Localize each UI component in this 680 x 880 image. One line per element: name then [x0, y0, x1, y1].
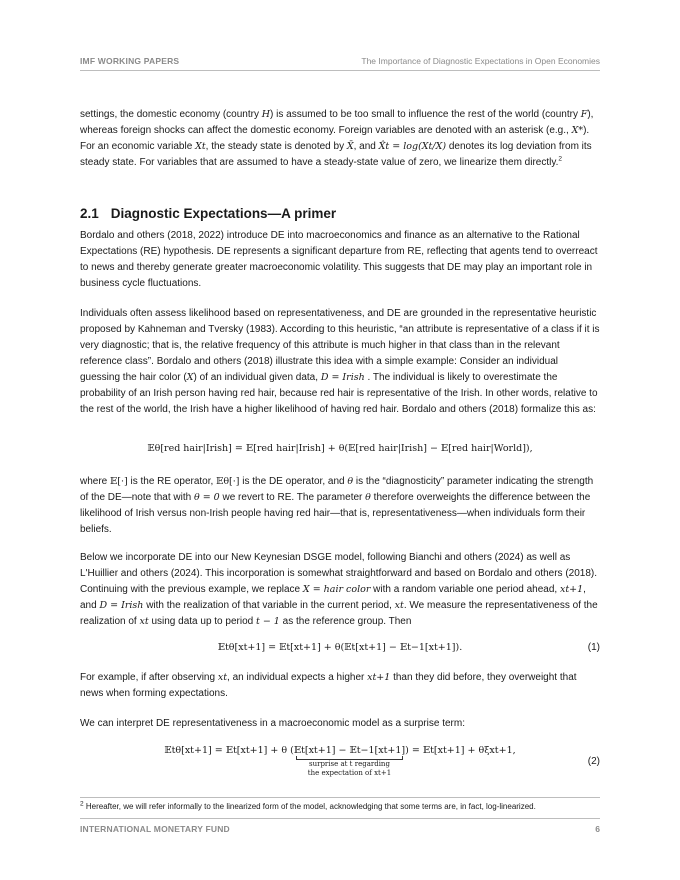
paragraph-surprise: We can interpret DE representativeness in a macroeconomic model as a surprise term: — [80, 718, 465, 729]
paragraph-operators: where 𝔼[·] is the RE operator, 𝔼θ[·] is the DE operator, and θ is the “diagnosticity” parameter indicating the strength of the DE—note that with θ = 0 we revert to RE. The parameter θ therefore overweights the difference between the likelihood of Irish versus non-Irish people having red hair—that is, representativeness—when individuals form their beliefs. — [80, 476, 594, 535]
paragraph-example: For example, if after observing xt, an individual expects a higher xt+1 than they did before, they overweight that news when forming expectations. — [80, 672, 577, 699]
paragraph-dsge: Below we incorporate DE into our New Keynesian DSGE model, following Bianchi and others (2024) as well as L'Huillier and others (2024). This incorporation is somewhat straightforward and based on Bordalo and others (2018). Continuing with the previous example, we replace X = hair color with a random variable one period ahead, xt+1, and D = Irish with the realization of that variable in the current period, xt. We measure the representativeness of the realization of xt using data up to period t − 1 as the reference group. Then — [80, 552, 598, 627]
running-header-left: IMF WORKING PAPERS — [80, 56, 180, 66]
footer-divider — [80, 818, 600, 819]
equation-1: 𝔼tθ[xt+1] = 𝔼t[xt+1] + θ(𝔼t[xt+1] − 𝔼t−1[xt+1]). — [217, 642, 463, 653]
surprise-underbrace: 𝔼t[xt+1] − 𝔼t−1[xt+1] surprise at t regarding the expectation of xt+1 — [293, 745, 406, 777]
section-heading: 2.1 Diagnostic Expectations—A primer — [80, 206, 337, 221]
running-header-title: The Importance of Diagnostic Expectations in Open Economies — [361, 56, 600, 66]
footer-publisher: INTERNATIONAL MONETARY FUND — [80, 824, 230, 834]
paragraph-open-economy: settings, the domestic economy (country H) is assumed to be too small to influence the rest of the world (country F), whereas foreign shocks can affect the domestic economy. Foreign variables are denoted with an asterisk (e.g., X*). For an economic variable Xt, the steady state is denoted by X̄, and X̂t = log(Xt/X) denotes its log deviation from its steady state. For variables that are assumed to have a steady-state value of zero, we linearize them directly.$^2$ — [80, 109, 594, 168]
equation-2-number: (2) — [587, 756, 600, 767]
equation-2: 𝔼tθ[xt+1] = 𝔼t[xt+1] + θ (𝔼t[xt+1] − 𝔼t−1[xt+1] surprise at t regarding the expectation of xt+1 ) = 𝔼t[xt+1] + θξxt+1, — [164, 745, 516, 777]
page-number: 6 — [595, 824, 600, 834]
paragraph-representativeness: Individuals often assess likelihood based on representativeness, and DE are grounded in the representative heuristic proposed by Kahneman and Tversky (1983). According to this heuristic, “an attribute is representative of a class if it is very diagnostic; that is, the relative frequency of this attribute is much higher in that class than in the relevant reference class”. Bordalo and others (2018) illustrate this idea with a simple example: Consider an individual guessing the hair color (X) of an individual given data, D = Irish . The individual is likely to overestimate the probability of an Irish person having red hair, because red hair is representative of the Irish. In other words, relative to the rest of the world, the Irish have a higher likelihood of having red hair. Bordalo and others (2018) formalize this as: — [80, 308, 600, 415]
equation-1-number: (1) — [587, 642, 600, 653]
header-divider — [80, 70, 600, 71]
footnote-2: $^2$ Hereafter, we will refer informally to the linearized form of the model, acknowledging that some terms are, in fact, log-linearized. — [80, 800, 536, 811]
equation-red-hair: 𝔼θ[red hair|Irish] = 𝔼[red hair|Irish] + θ(𝔼[red hair|Irish] − 𝔼[red hair|World]), — [147, 443, 533, 454]
paragraph-de-intro: Bordalo and others (2018, 2022) introduce DE into macroeconomics and finance as an alternative to the Rational Expectations (RE) hypothesis. DE represents a significant departure from RE, reflecting that agents tend to overreact to news and thereby generate greater macroeconomic volatility. This suggests that DE may play an important role in business cycle fluctuations. — [80, 230, 598, 289]
footnote-divider — [80, 797, 600, 798]
footnote-ref-2[interactable]: 2 — [558, 155, 563, 163]
